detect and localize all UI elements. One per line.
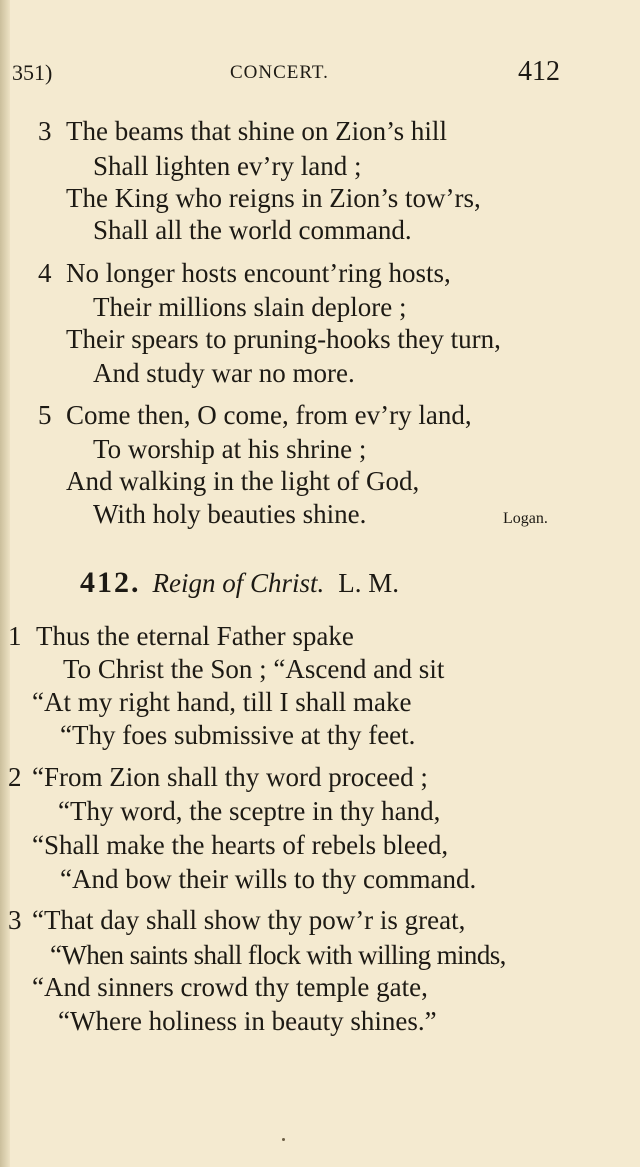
verse-line: With holy beauties shine. xyxy=(93,499,367,529)
verse-line: “At my right hand, till I shall make xyxy=(32,687,412,717)
verse-line: And walking in the light of God, xyxy=(66,466,420,496)
verse-line: And study war no more. xyxy=(93,358,355,388)
verse-number: 4 xyxy=(38,258,52,288)
verse-line: To worship at his shrine ; xyxy=(93,434,367,464)
verse-line: To Christ the Son ; “Ascend and sit xyxy=(63,654,445,684)
verse-number: 3 xyxy=(38,116,52,146)
page-edge xyxy=(0,0,10,1167)
hymn-meter: L. M. xyxy=(338,568,400,598)
verse-line: Shall lighten ev’ry land ; xyxy=(93,151,362,181)
verse-number: 1 xyxy=(8,621,22,651)
hymn-number: 412. xyxy=(80,566,141,599)
verse-line: Their millions slain deplore ; xyxy=(93,292,407,322)
verse-number: 3 xyxy=(8,905,22,935)
verse-line: “When saints shall flock with willing minds, xyxy=(50,940,506,970)
verse-line: Their spears to pruning-hooks they turn, xyxy=(66,324,501,354)
print-speck xyxy=(282,1138,285,1141)
verse-number: 5 xyxy=(38,400,52,430)
verse-line: Thus the eternal Father spake xyxy=(36,621,354,651)
verse-line: “And bow their wills to thy command. xyxy=(60,864,477,894)
verse-line: “From Zion shall thy word proceed ; xyxy=(32,762,428,792)
verse-line: “That day shall show thy pow’r is great, xyxy=(32,905,466,935)
running-head-hymn-range: 351) xyxy=(12,60,53,85)
verse-line: “Thy word, the sceptre in thy hand, xyxy=(58,796,441,826)
verse-line: Come then, O come, from ev’ry land, xyxy=(66,400,472,430)
verse-line: “And sinners crowd thy temple gate, xyxy=(32,972,428,1002)
running-head-page-number: 412 xyxy=(518,56,560,87)
verse-line: “Thy foes submissive at thy feet. xyxy=(60,720,416,750)
verse-line: The King who reigns in Zion’s tow’rs, xyxy=(66,183,481,213)
hymn-title: Reign of Christ. xyxy=(152,568,325,598)
verse-number: 2 xyxy=(8,762,22,792)
running-head-section: CONCERT. xyxy=(230,62,329,83)
verse-line: No longer hosts encount’ring hosts, xyxy=(66,258,451,288)
verse-line: The beams that shine on Zion’s hill xyxy=(66,116,447,146)
verse-line: Shall all the world command. xyxy=(93,215,412,245)
running-head xyxy=(0,54,640,94)
verse-line: “Shall make the hearts of rebels bleed, xyxy=(32,830,449,860)
hymn-author: Logan. xyxy=(503,510,548,527)
hymn-heading xyxy=(80,568,399,598)
verse-line: “Where holiness in beauty shines.” xyxy=(58,1006,437,1036)
